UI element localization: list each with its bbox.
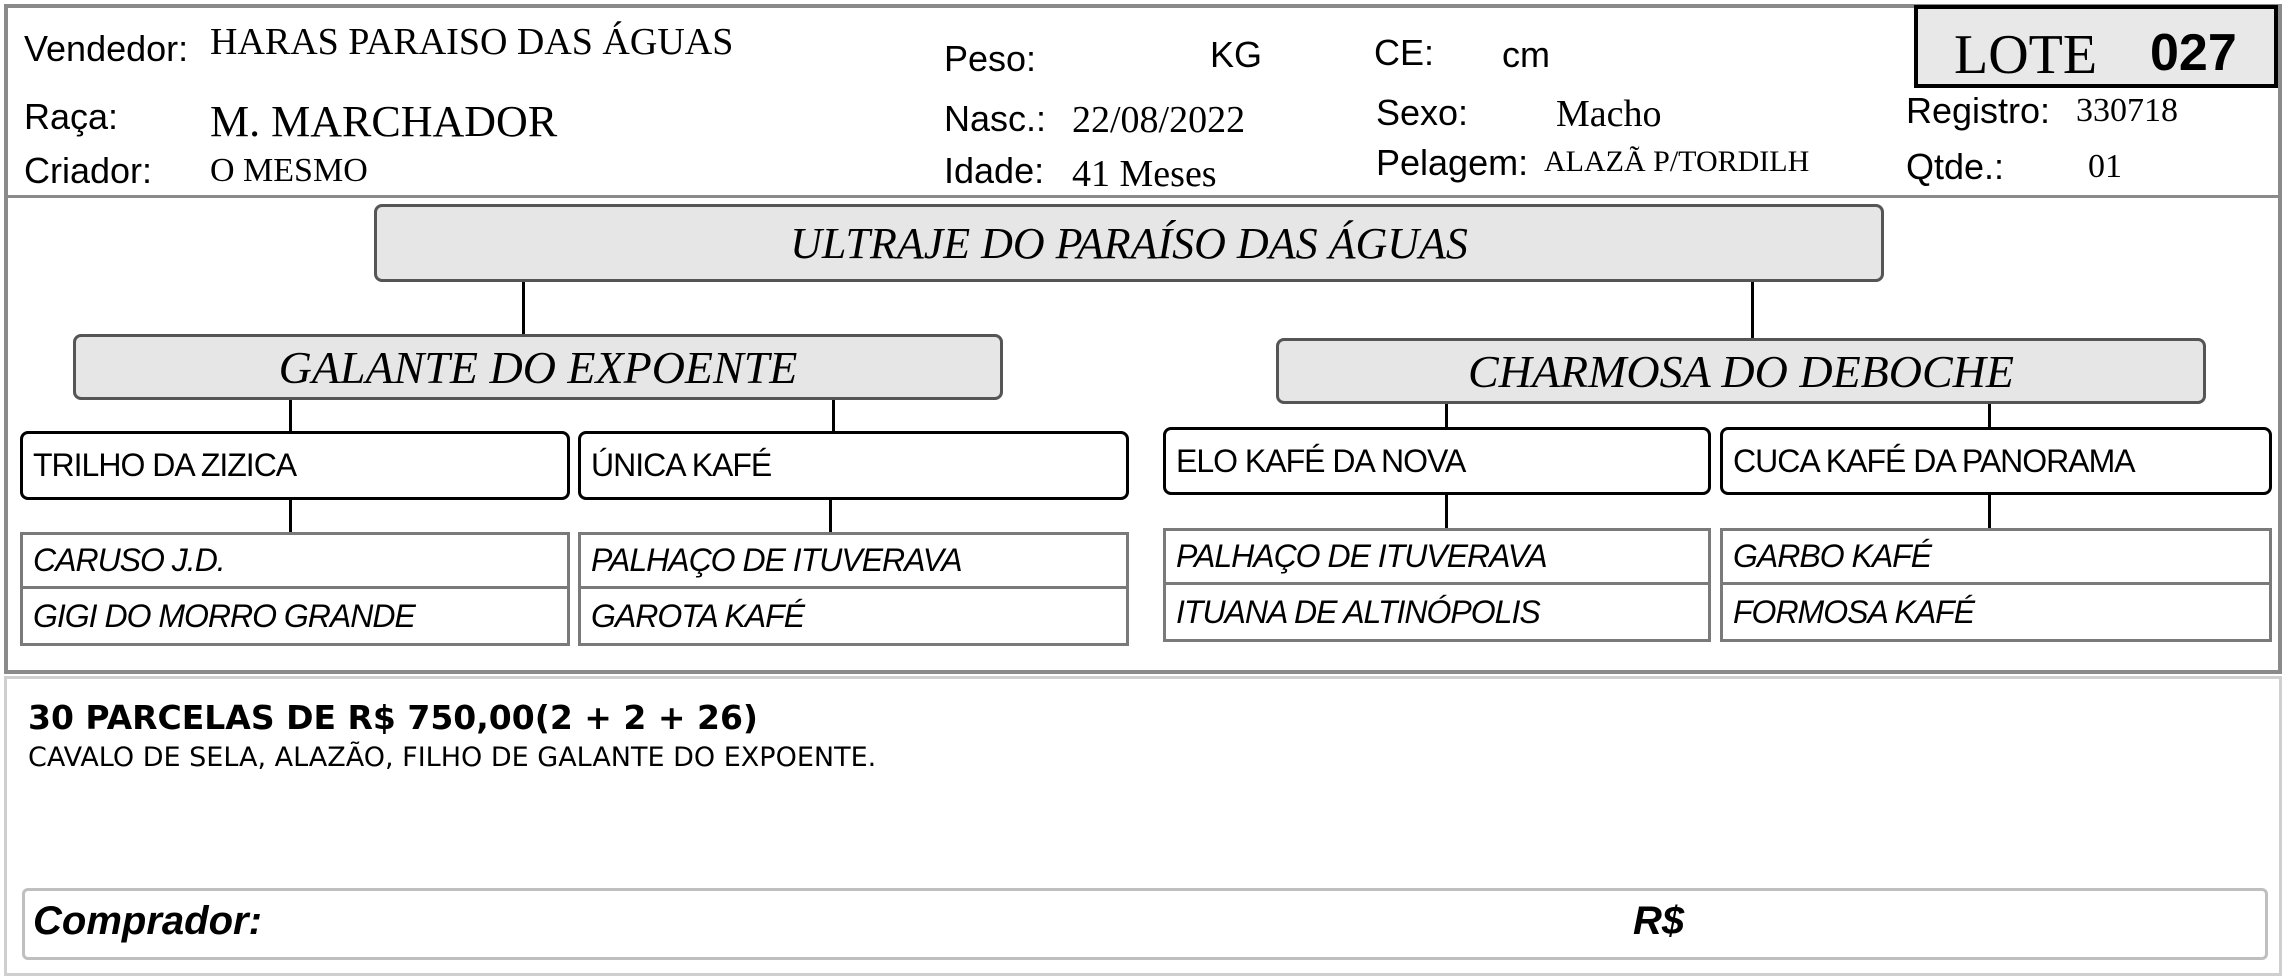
pedigree-grandsire-box [20, 431, 570, 500]
pedigree-dam-dam-name: CUCA KAFÉ DA PANORAMA [1733, 442, 2135, 479]
pelagem-label: Pelagem: [1376, 142, 1529, 183]
connector-line [1445, 495, 1448, 529]
lote-box [1914, 5, 2278, 88]
payment-terms: 30 PARCELAS DE R$ 750,00(2 + 2 + 26) [28, 698, 758, 737]
lote-number: 027 [2150, 24, 2237, 82]
pedigree-ggp-name: CARUSO J.D. [33, 542, 225, 578]
pedigree-dam-sire-name: ELO KAFÉ DA NOVA [1176, 442, 1466, 479]
pedigree-ggp-name: PALHAÇO DE ITUVERAVA [1176, 538, 1547, 574]
pedigree-ggp-name: GAROTA KAFÉ [591, 597, 805, 634]
connector-line [829, 500, 832, 533]
pedigree-ggp-name: GIGI DO MORRO GRANDE [33, 597, 415, 634]
nasc-value: 22/08/2022 [1072, 99, 1246, 141]
pedigree-animal-box [374, 204, 1884, 282]
pedigree-grandsire-box [1163, 427, 1711, 495]
sexo-value: Macho [1556, 93, 1662, 135]
pedigree-ggp-name: PALHAÇO DE ITUVERAVA [591, 542, 962, 578]
criador-label: Criador: [24, 150, 153, 191]
pedigree-great-grandparents-box [1163, 528, 1711, 642]
pedigree-sire-dam-name: ÚNICA KAFÉ [591, 447, 772, 483]
connector-line [1988, 495, 1991, 529]
pedigree-ggp-name: GARBO KAFÉ [1733, 538, 1932, 574]
raca-label: Raça: [24, 96, 119, 137]
nasc-label: Nasc.: [944, 98, 1047, 139]
ce-label: CE: [1374, 32, 1435, 73]
qtde-value: 01 [2088, 148, 2122, 185]
buyer-price-label: R$ [1633, 899, 1685, 943]
ce-unit: cm [1502, 34, 1550, 75]
idade-value: 41 Meses [1072, 153, 1217, 195]
pedigree-sire-box [73, 334, 1003, 400]
lot-description: CAVALO DE SELA, ALAZÃO, FILHO DE GALANTE DO EXPOENTE. [28, 742, 877, 773]
pedigree-ggp-name: ITUANA DE ALTINÓPOLIS [1176, 593, 1540, 630]
registro-label: Registro: [1906, 90, 2051, 131]
qtde-label: Qtde.: [1906, 146, 2005, 187]
pedigree-dam-box [1276, 338, 2206, 404]
buyer-field[interactable] [22, 888, 2268, 960]
pedigree-great-grandparents-box [20, 532, 570, 646]
idade-label: Idade: [944, 150, 1045, 191]
buyer-label: Comprador: [33, 899, 262, 943]
pedigree-granddam-box [578, 431, 1129, 500]
pedigree-granddam-box [1720, 427, 2272, 495]
connector-line [1751, 282, 1754, 338]
criador-value: O MESMO [210, 152, 368, 189]
connector-line [289, 500, 292, 533]
sexo-label: Sexo: [1376, 92, 1469, 133]
registro-value: 330718 [2076, 92, 2178, 129]
pedigree-sire-sire-name: TRILHO DA ZIZICA [33, 447, 297, 483]
raca-value: M. MARCHADOR [210, 97, 558, 146]
pedigree-animal-name: ULTRAJE DO PARAÍSO DAS ÁGUAS [790, 218, 1468, 268]
peso-unit: KG [1210, 34, 1263, 75]
vendedor-value: HARAS PARAISO DAS ÁGUAS [210, 21, 734, 63]
peso-label: Peso: [944, 38, 1037, 79]
pelagem-value: ALAZÃ P/TORDILH [1544, 145, 1810, 178]
pedigree-sire-name: GALANTE DO EXPOENTE [278, 341, 798, 393]
connector-line [832, 400, 835, 432]
vendedor-label: Vendedor: [24, 28, 189, 69]
lote-label: LOTE [1954, 24, 2098, 86]
pedigree-great-grandparents-box [578, 532, 1129, 646]
pedigree-great-grandparents-box [1720, 528, 2272, 642]
connector-line [289, 400, 292, 432]
connector-line [522, 282, 525, 336]
pedigree-ggp-name: FORMOSA KAFÉ [1733, 593, 1975, 630]
pedigree-dam-name: CHARMOSA DO DEBOCHE [1468, 345, 2014, 397]
